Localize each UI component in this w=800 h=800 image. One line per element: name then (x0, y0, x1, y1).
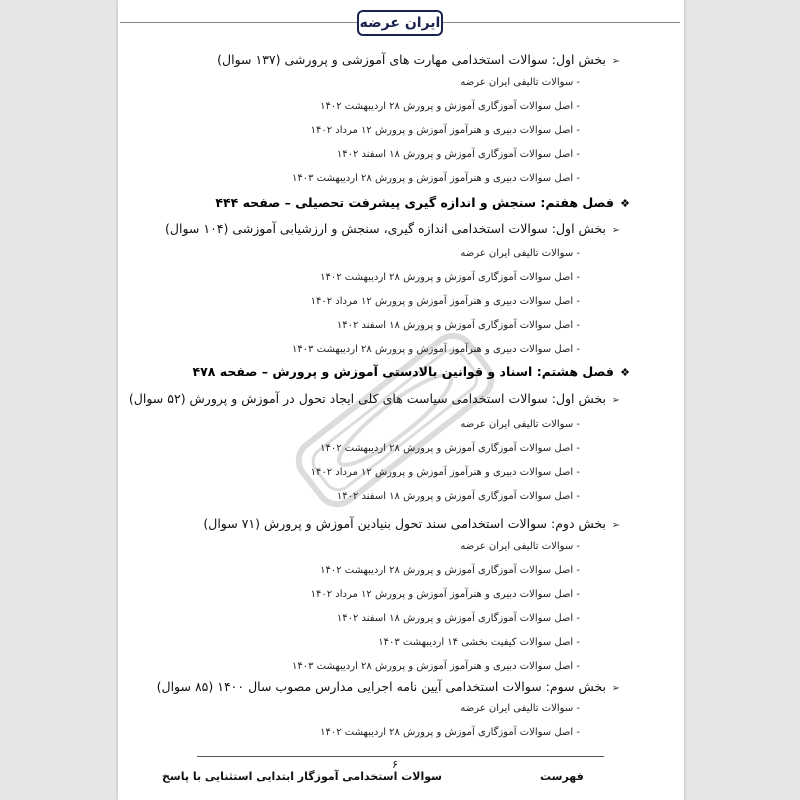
toc-section (217, 52, 620, 67)
toc-item (320, 727, 580, 738)
logo-text: ایران عرضه (359, 15, 441, 31)
footer-section-label: فهرست (540, 770, 584, 783)
arrow-bullet-icon: ➢ (611, 225, 620, 236)
toc-entry-text: - اصل سوالات آموزگاری آموزش و پرورش ۲۸ اردیبهشت ۱۴۰۲ (320, 443, 580, 454)
arrow-bullet-icon: ➢ (611, 395, 620, 406)
page-number: ۶ (392, 758, 398, 771)
toc-item (460, 248, 580, 259)
toc-item (378, 637, 580, 648)
toc-section (203, 516, 620, 531)
toc-item (320, 272, 580, 283)
toc-entry-text: - اصل سوالات آموزگاری آموزش و پرورش ۲۸ اردیبهشت ۱۴۰۲ (320, 272, 580, 283)
toc-section (129, 391, 620, 406)
toc-item (320, 565, 580, 576)
toc-item (460, 703, 580, 714)
toc-entry-text: - سوالات تالیفی ایران عرضه (460, 248, 580, 259)
toc-entry-text: - سوالات تالیفی ایران عرضه (460, 703, 580, 714)
toc-entry-text: - اصل سوالات آموزگاری آموزش و پرورش ۱۸ اسفند ۱۴۰۲ (336, 149, 580, 160)
toc-chapter (193, 364, 630, 379)
toc-item (337, 491, 580, 502)
toc-entry-text: - سوالات تالیفی ایران عرضه (460, 419, 580, 430)
toc-item (292, 173, 580, 184)
toc-item (460, 541, 580, 552)
toc-entry-text: - اصل سوالات دبیری و هنرآموز آموزش و پرورش ۱۲ مرداد ۱۴۰۲ (310, 125, 580, 136)
toc-entry-text: - اصل سوالات آموزگاری آموزش و پرورش ۱۸ اسفند ۱۴۰۲ (336, 491, 580, 502)
toc-item (337, 613, 580, 624)
arrow-bullet-icon: ➢ (611, 683, 620, 694)
toc-entry-text: فصل هفتم: سنجش و اندازه گیری پیشرفت تحصیلی – صفحه ۴۴۴ (215, 195, 614, 210)
toc-entry-text: - اصل سوالات آموزگاری آموزش و پرورش ۲۸ اردیبهشت ۱۴۰۲ (320, 101, 580, 112)
toc-entry-text: - سوالات تالیفی ایران عرضه (460, 77, 580, 88)
toc-item (292, 344, 580, 355)
toc-entry-text: - اصل سوالات دبیری و هنرآموز آموزش و پرورش ۱۲ مرداد ۱۴۰۲ (310, 296, 580, 307)
toc-entry-text: - اصل سوالات آموزگاری آموزش و پرورش ۲۸ اردیبهشت ۱۴۰۲ (320, 565, 580, 576)
toc-chapter (215, 195, 630, 210)
toc-entry-text: بخش دوم: سوالات استخدامی سند تحول بنیادین آموزش و پرورش (۷۱ سوال) (203, 516, 606, 531)
arrow-bullet-icon: ➢ (611, 520, 620, 531)
toc-entry-text: - اصل سوالات آموزگاری آموزش و پرورش ۱۸ اسفند ۱۴۰۲ (336, 613, 580, 624)
toc-item (320, 101, 580, 112)
toc-section (165, 221, 620, 236)
toc-entry-text: بخش اول: سوالات استخدامی مهارت های آموزشی و پرورشی (۱۳۷ سوال) (217, 52, 606, 67)
toc-item (337, 149, 580, 160)
toc-entry-text: بخش سوم: سوالات استخدامی آیین نامه اجرایی مدارس مصوب سال ۱۴۰۰ (۸۵ سوال) (156, 679, 606, 694)
toc-item (460, 77, 580, 88)
toc-entry-text: بخش اول: سوالات استخدامی اندازه گیری، سنجش و ارزشیابی آموزشی (۱۰۴ سوال) (165, 221, 606, 236)
toc-item (311, 467, 580, 478)
toc-entry-text: - اصل سوالات آموزگاری آموزش و پرورش ۱۸ اسفند ۱۴۰۲ (336, 320, 580, 331)
toc-item (311, 296, 580, 307)
toc-item (337, 320, 580, 331)
toc-entry-text: - اصل سوالات آموزگاری آموزش و پرورش ۲۸ اردیبهشت ۱۴۰۲ (320, 727, 580, 738)
toc-entry-text: - اصل سوالات دبیری و هنرآموز آموزش و پرورش ۲۸ اردیبهشت ۱۴۰۳ (291, 661, 580, 672)
toc-entry-text: - اصل سوالات دبیری و هنرآموز آموزش و پرورش ۱۲ مرداد ۱۴۰۲ (310, 589, 580, 600)
toc-entry-text: فصل هشتم: اسناد و قوانین بالادستی آموزش و پرورش – صفحه ۴۷۸ (192, 364, 614, 379)
toc-entry-text: بخش اول: سوالات استخدامی سیاست های کلی ایجاد تحول در آموزش و پرورش (۵۲ سوال) (128, 391, 606, 406)
toc-entry-text: - اصل سوالات کیفیت بخشی ۱۴ اردیبهشت ۱۴۰۳ (378, 637, 580, 648)
footer-book-title: سوالات استخدامی آموزگار ابتدایی استثنایی با پاسخ (162, 770, 442, 783)
arrow-bullet-icon: ➢ (611, 56, 620, 67)
toc-item (311, 125, 580, 136)
diamond-bullet-icon: ❖ (620, 366, 630, 379)
toc-item (292, 661, 580, 672)
toc-item (460, 419, 580, 430)
toc-entry-text: - اصل سوالات دبیری و هنرآموز آموزش و پرورش ۲۸ اردیبهشت ۱۴۰۳ (291, 173, 580, 184)
toc-entry-text: - سوالات تالیفی ایران عرضه (460, 541, 580, 552)
toc-item (311, 589, 580, 600)
diamond-bullet-icon: ❖ (620, 197, 630, 210)
toc-entry-text: - اصل سوالات دبیری و هنرآموز آموزش و پرورش ۲۸ اردیبهشت ۱۴۰۳ (291, 344, 580, 355)
toc-item (320, 443, 580, 454)
toc-entry-text: - اصل سوالات دبیری و هنرآموز آموزش و پرورش ۱۲ مرداد ۱۴۰۲ (310, 467, 580, 478)
footer-rule (197, 756, 604, 757)
toc-section (157, 679, 620, 694)
